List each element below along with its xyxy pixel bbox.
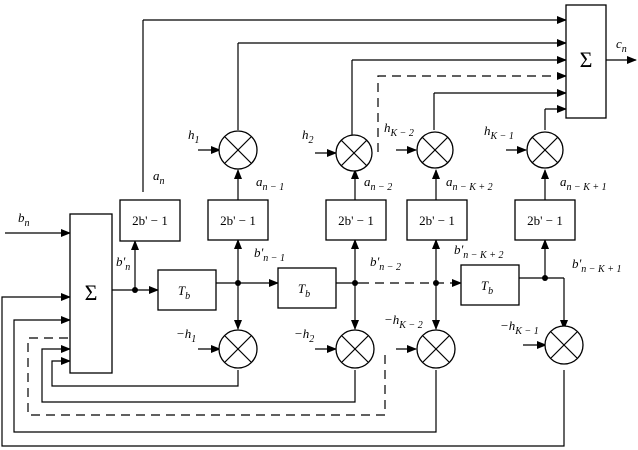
mapper-2-label: 2b' − 1	[338, 213, 374, 228]
label-subscript: K − 1	[490, 131, 514, 142]
delay-K-label: $T_b$	[480, 278, 494, 297]
label-subscript: 1	[191, 334, 197, 345]
label-subscript: n − 1	[262, 182, 285, 193]
label-bp-n-K2: $b'_{n - K + 2}$	[454, 242, 504, 261]
label-a-n-1: $a_{n - 1}$	[256, 174, 285, 193]
junction-tap0	[132, 287, 138, 293]
label-a-n-K1: $a_{n - K + 1}$	[560, 174, 607, 193]
label-subscript: 2	[308, 135, 314, 146]
input-summer-sigma: Σ	[84, 280, 98, 305]
label-subscript: 2	[309, 334, 315, 345]
junction-tapK1	[542, 275, 548, 281]
label-bp-n: $b'_n$	[116, 254, 131, 273]
label-subscript: K − 1	[515, 326, 539, 337]
output-summer-sigma: Σ	[579, 47, 593, 72]
label-subscript: K − 2	[390, 128, 414, 139]
multiplier-bottom-2	[336, 330, 374, 368]
label-subscript: n	[159, 176, 165, 187]
label-bp-n-K1: $b'_{n - K + 1}$	[572, 256, 622, 275]
label-h1: $h_1$	[188, 127, 200, 146]
label-bp-n-1: $b'_{n - 1}$	[254, 245, 286, 264]
multiplier-bottom-K1	[545, 326, 583, 364]
label-subscript: n − 2	[379, 262, 402, 273]
label-subscript: n	[24, 218, 30, 229]
junction-tap2	[352, 280, 358, 286]
delay-K	[461, 265, 519, 305]
label-a-n-K2: $a_{n - K + 2}$	[446, 174, 493, 193]
label-a-n: $a_n$	[153, 168, 165, 187]
multiplier-top-2	[336, 135, 372, 171]
label-neg-h2: $-h_2$	[294, 326, 315, 345]
label-subscript: n − K + 2	[463, 250, 504, 261]
delay-2-label: $T_b$	[297, 281, 311, 300]
label-neg-hK2: $-h_{K - 2}$	[384, 312, 423, 331]
label-subscript: n	[125, 262, 131, 273]
multiplier-bottom-K2	[417, 330, 455, 368]
delay-1-label: $T_b$	[177, 283, 191, 302]
mapper-K2-label: 2b' − 1	[419, 213, 455, 228]
label-a-n-2: $a_{n - 2}$	[364, 174, 393, 193]
label-subscript: n − 2	[370, 182, 393, 193]
delay-2	[278, 268, 336, 308]
label-bp-n-2: $b'_{n - 2}$	[370, 254, 402, 273]
multiplier-top-K1	[527, 132, 563, 168]
multiplier-bottom-1	[219, 330, 257, 368]
label-subscript: n − K + 1	[581, 264, 622, 275]
label-subscript: n − 1	[263, 253, 286, 264]
mapper-K1-label: 2b' − 1	[527, 213, 563, 228]
multiplier-top-K2	[417, 132, 453, 168]
junction-tap1	[235, 280, 241, 286]
label-neg-hK1: $-h_{K - 1}$	[500, 318, 539, 337]
label-subscript: n	[621, 44, 627, 55]
label-subscript: n − K + 1	[566, 182, 607, 193]
mapper-0-label: 2b' − 1	[132, 213, 168, 228]
mapper-1-label: 2b' − 1	[220, 213, 256, 228]
label-subscript: K − 2	[399, 320, 423, 331]
label-subscript: 1	[194, 135, 200, 146]
label-c-n: $c_n$	[616, 36, 627, 55]
label-hK2: $h_{K - 2}$	[384, 120, 414, 139]
label-b-n: $b_n$	[18, 210, 30, 229]
multiplier-top-1	[219, 131, 257, 169]
label-subscript: n − K + 2	[452, 182, 493, 193]
junction-tapK2	[433, 280, 439, 286]
label-neg-h1: $-h_1$	[176, 326, 197, 345]
label-h2: $h_2$	[302, 127, 314, 146]
delay-1	[158, 270, 216, 310]
label-hK1: $h_{K - 1}$	[484, 123, 514, 142]
